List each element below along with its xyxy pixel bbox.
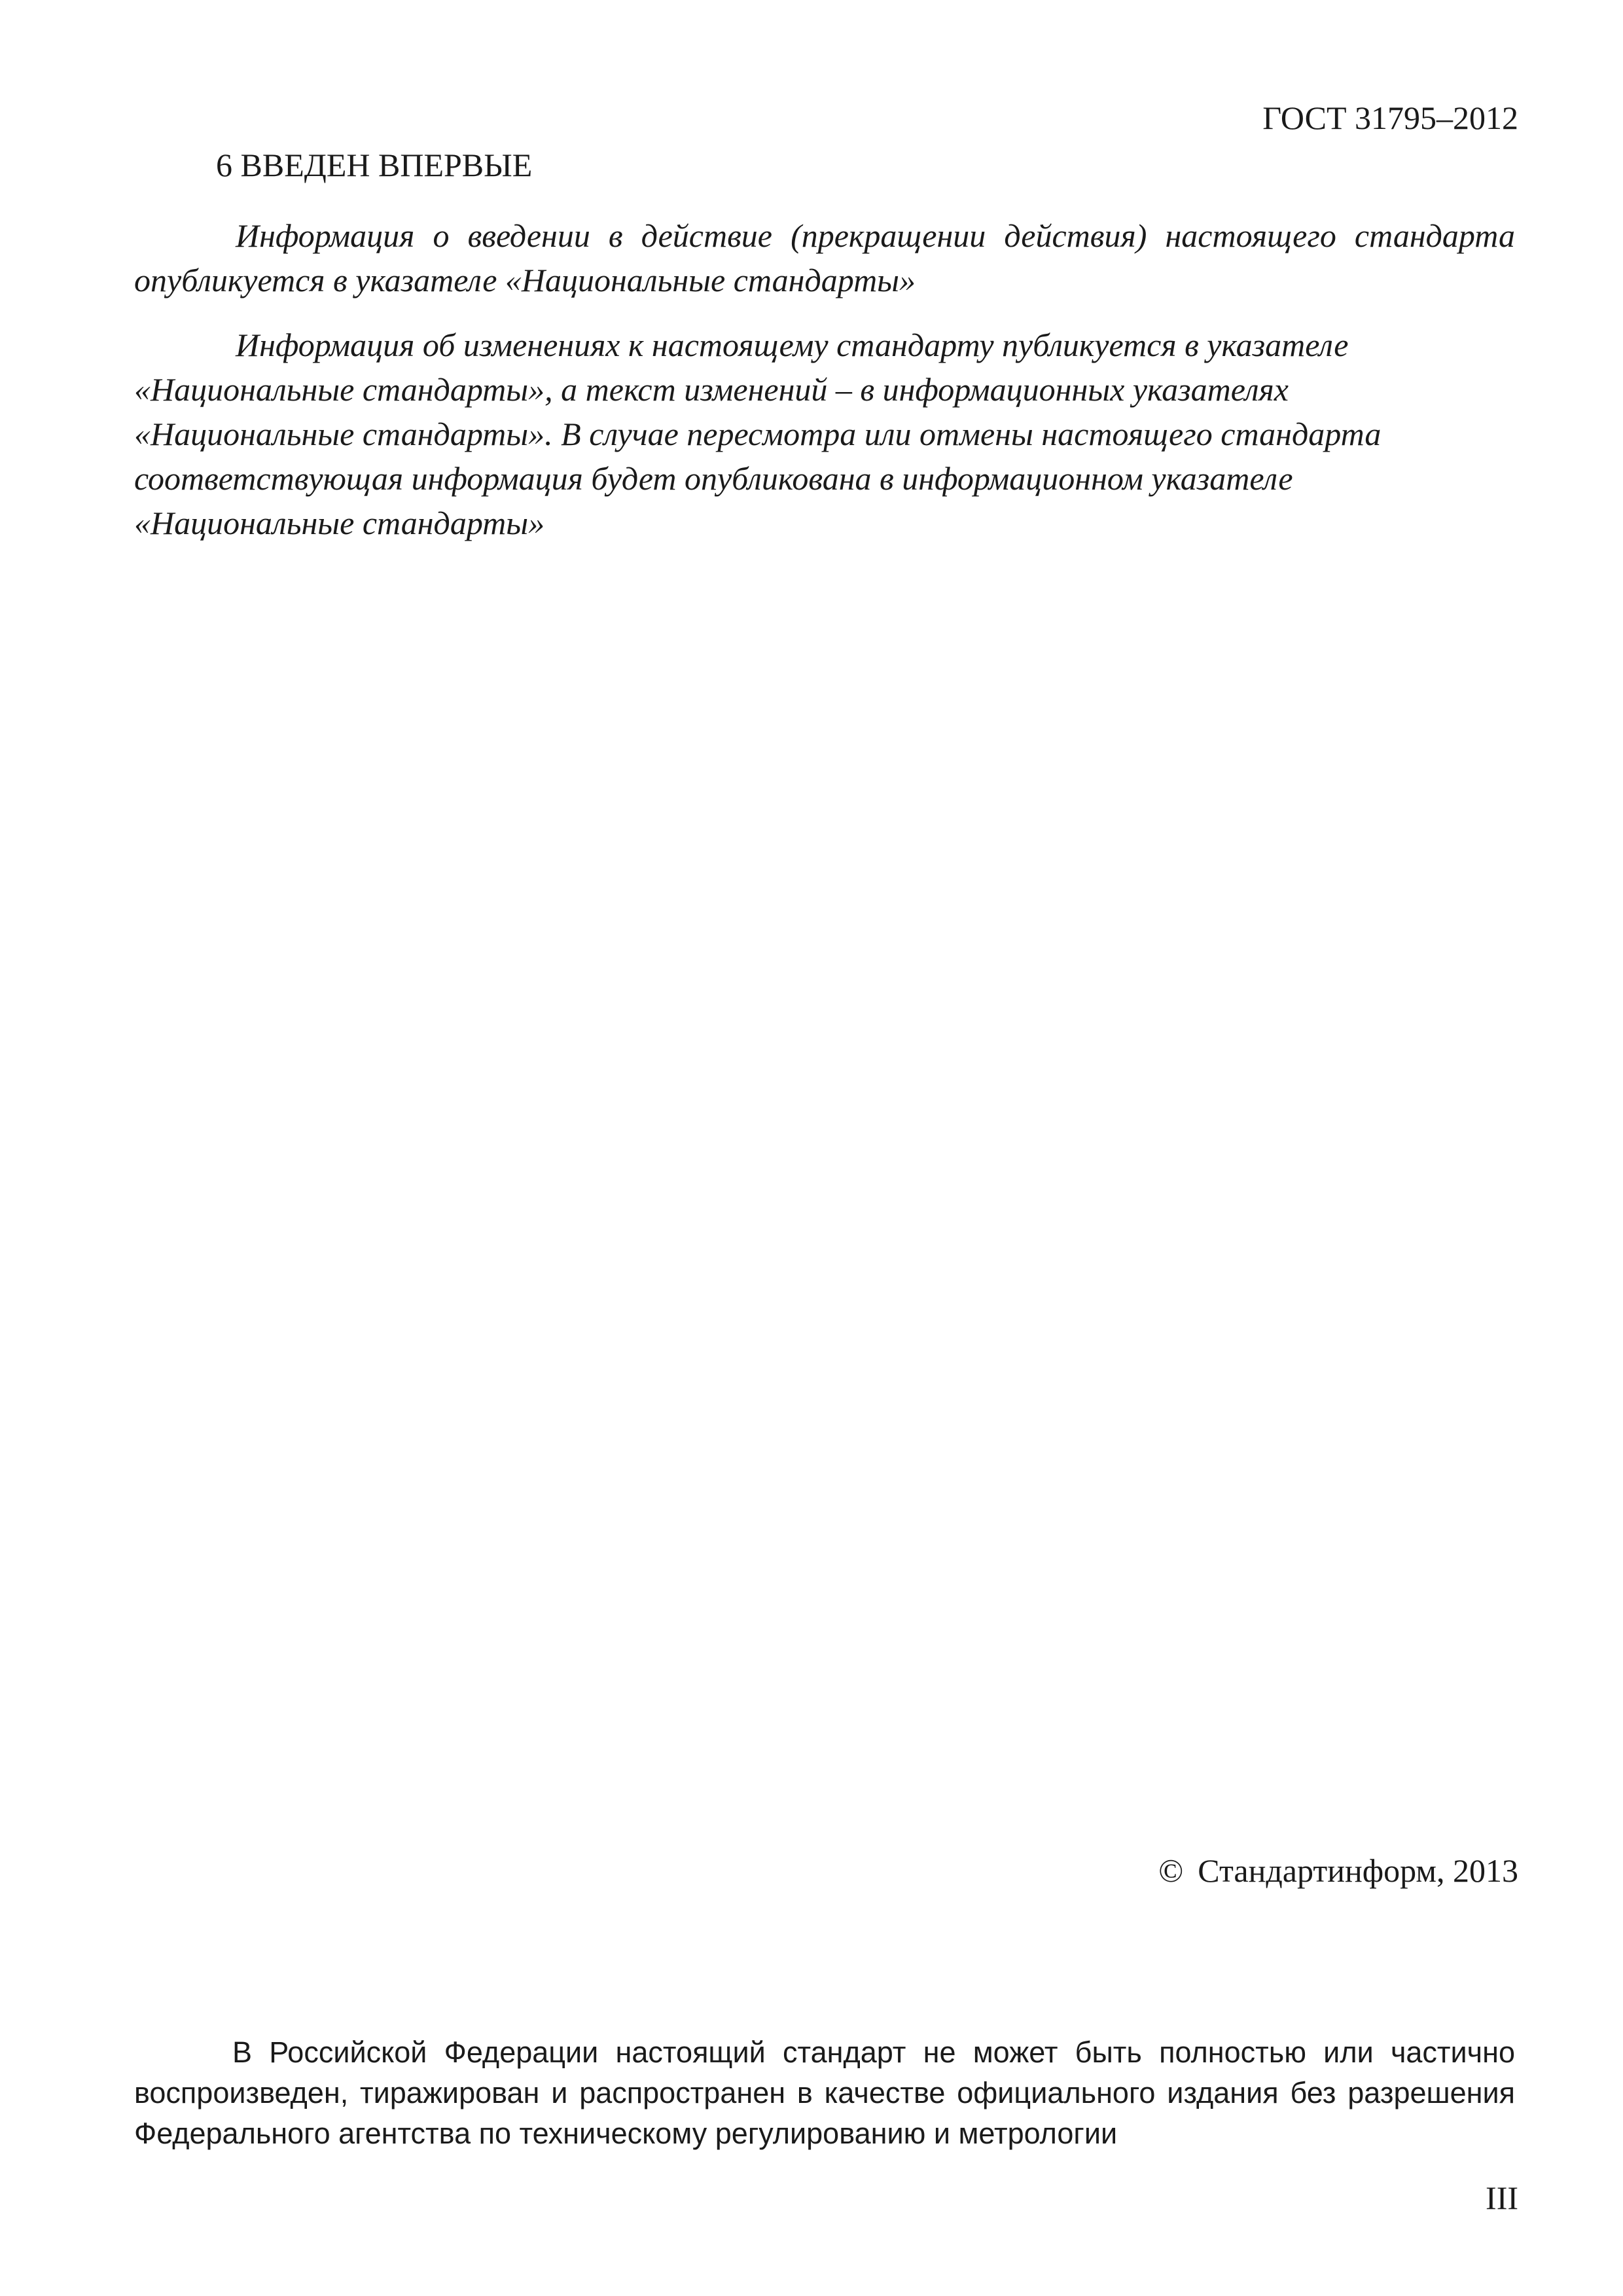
reproduction-notice: В Российской Федерации настоящий стандарт не может быть полностью или частично воспроизведен, тиражирован и распространен в качестве официального издания без разрешения Федерального агентства по техническому регулированию и метрологии: [134, 2036, 1515, 2150]
section-heading: 6 ВВЕДЕН ВПЕРВЫЕ: [216, 147, 533, 183]
page-number: III: [1486, 2179, 1518, 2216]
copyright-icon: ©: [1158, 1852, 1184, 1889]
info-paragraph-changes: Информация об изменениях к настоящему стандарту публикуется в указателе «Национальные стандарты», а текст изменений – в информационных указателях «Национальные стандарты». В случае пересмотра или отмены настоящего стандарта соответствующая информация будет опубликована в информационном указателе «Национальные стандарты»: [134, 327, 1382, 541]
copyright-text: Стандартинформ, 2013: [1198, 1852, 1518, 1889]
copyright-line: [1158, 1851, 1518, 1890]
document-code: ГОСТ 31795–2012: [1262, 99, 1518, 136]
info-paragraph-introduction: Информация о введении в действие (прекращении действия) настоящего стандарта опубликуется в указателе «Национальные стандарты»: [134, 217, 1515, 298]
